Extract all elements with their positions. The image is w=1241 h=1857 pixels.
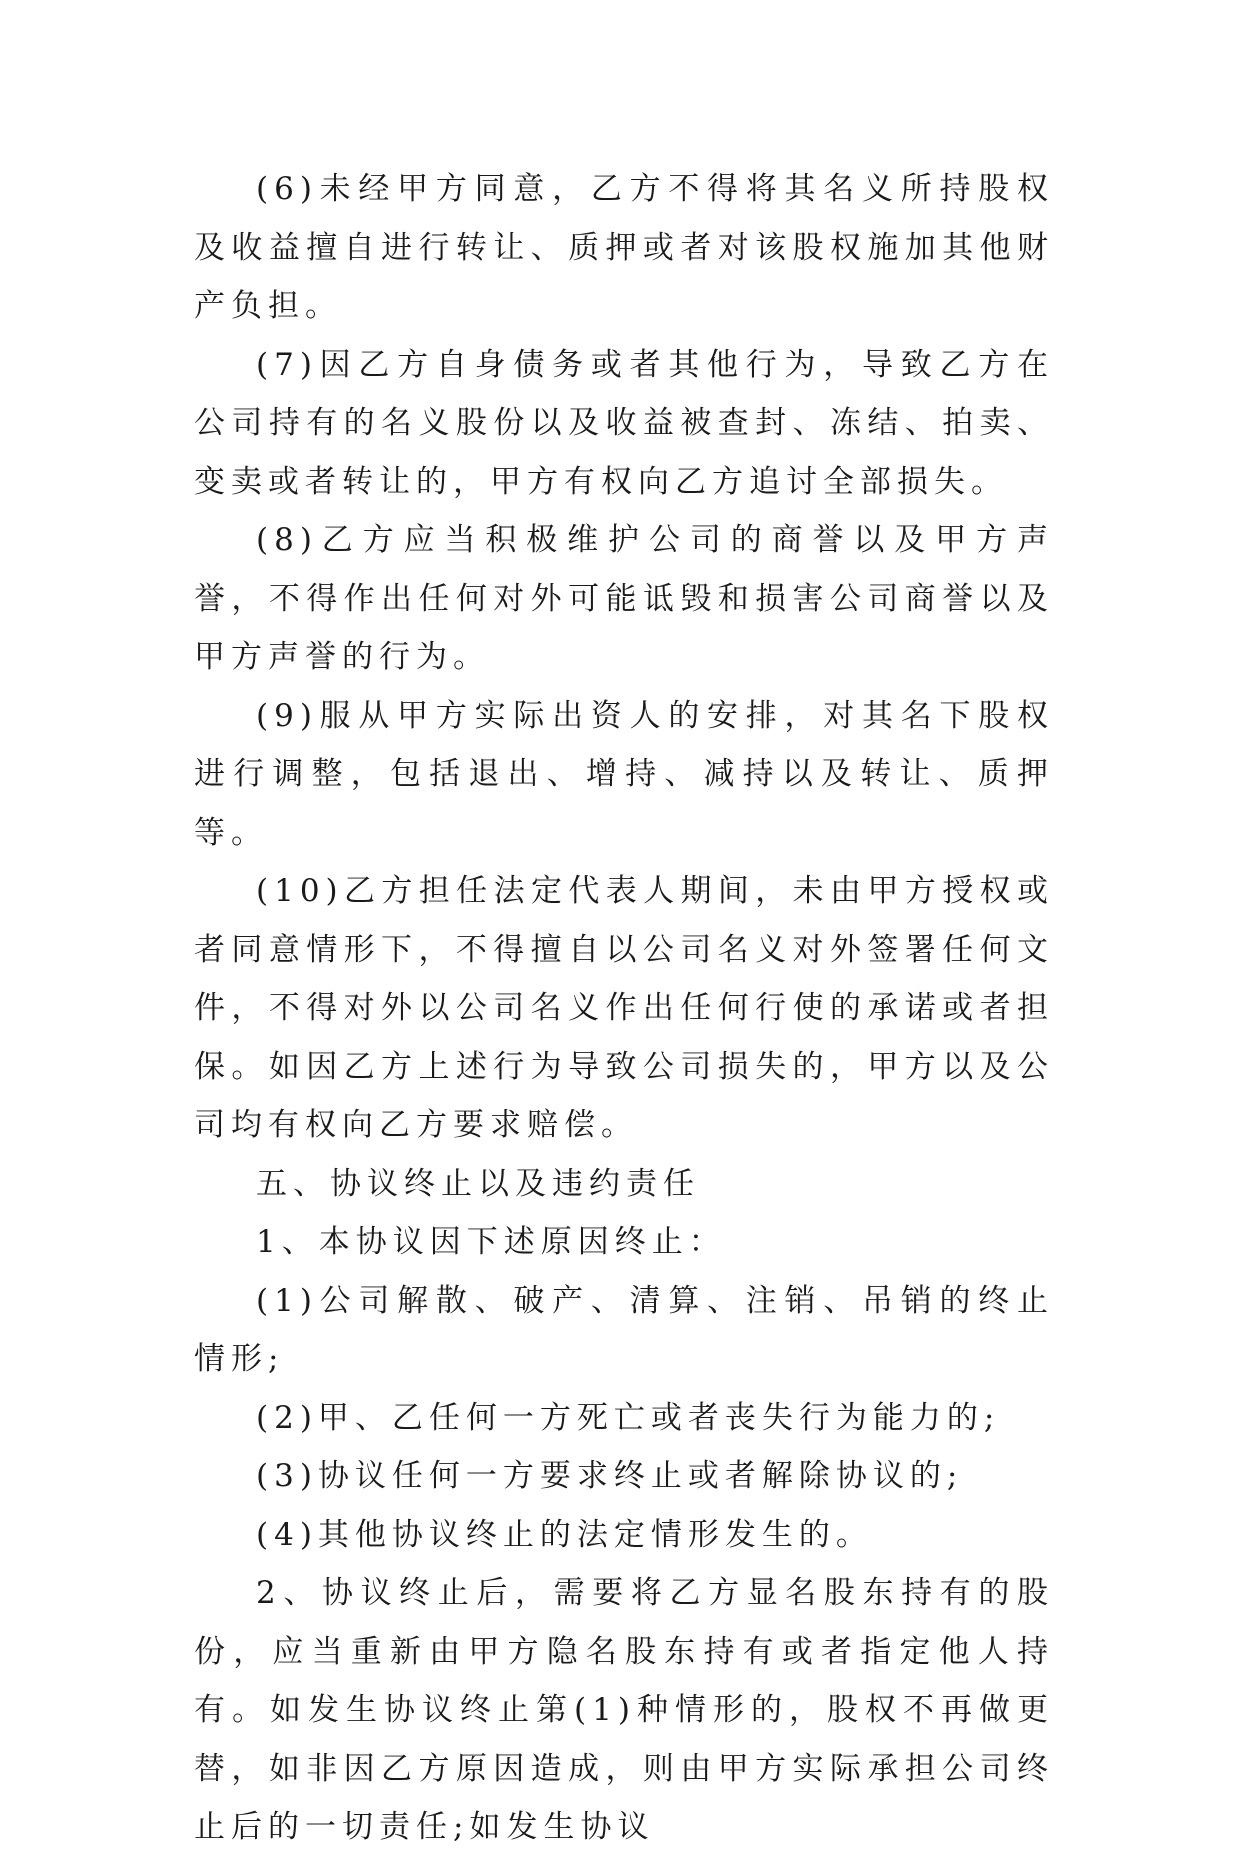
document-body	[194, 160, 1054, 1857]
termination-item-1: (1)公司解散、破产、清算、注销、吊销的终止情形;	[194, 1282, 1054, 1377]
clause-6: (6)未经甲方同意，乙方不得将其名义所持股权及收益擅自进行转让、质押或者对该股权施加其他财产负担。	[194, 171, 1054, 324]
clause-7: (7)因乙方自身债务或者其他行为，导致乙方在公司持有的名义股份以及收益被查封、冻结、拍卖、变卖或者转让的，甲方有权向乙方追讨全部损失。	[194, 346, 1054, 500]
termination-item-4: (4)其他协议终止的法定情形发生的。	[256, 1516, 873, 1553]
termination-intro: 1、本协议因下述原因终止：	[256, 1224, 726, 1260]
clause-9: (9)服从甲方实际出资人的安排，对其名下股权进行调整，包括退出、增持、减持以及转让、质押等。	[194, 697, 1054, 851]
termination-item-3: (3)协议任何一方要求终止或者解除协议的;	[256, 1458, 964, 1494]
clause-8: (8)乙方应当积极维护公司的商誉以及甲方声誉，不得作出任何对外可能诋毁和损害公司商誉以及甲方声誉的行为。	[194, 522, 1054, 675]
clause-10: (10)乙方担任法定代表人期间，未由甲方授权或者同意情形下，不得擅自以公司名义对外签署任何文件，不得对外以公司名义作出任何行使的承诺或者担保。如因乙方上述行为导致公司损失的，甲方以及公司均有权向乙方要求赔偿。	[194, 873, 1054, 1143]
post-termination-clause: 2、协议终止后，需要将乙方显名股东持有的股份，应当重新由甲方隐名股东持有或者指定他人持有。如发生协议终止第(1)种情形的，股权不再做更替，如非因乙方原因造成，则由甲方实际承担公司终止后的一切责任;如发生协议	[194, 1575, 1054, 1845]
section-heading-5: 五、协议终止以及违约责任	[256, 1165, 700, 1202]
termination-item-2: (2)甲、乙任何一方死亡或者丧失行为能力的;	[256, 1399, 1001, 1436]
